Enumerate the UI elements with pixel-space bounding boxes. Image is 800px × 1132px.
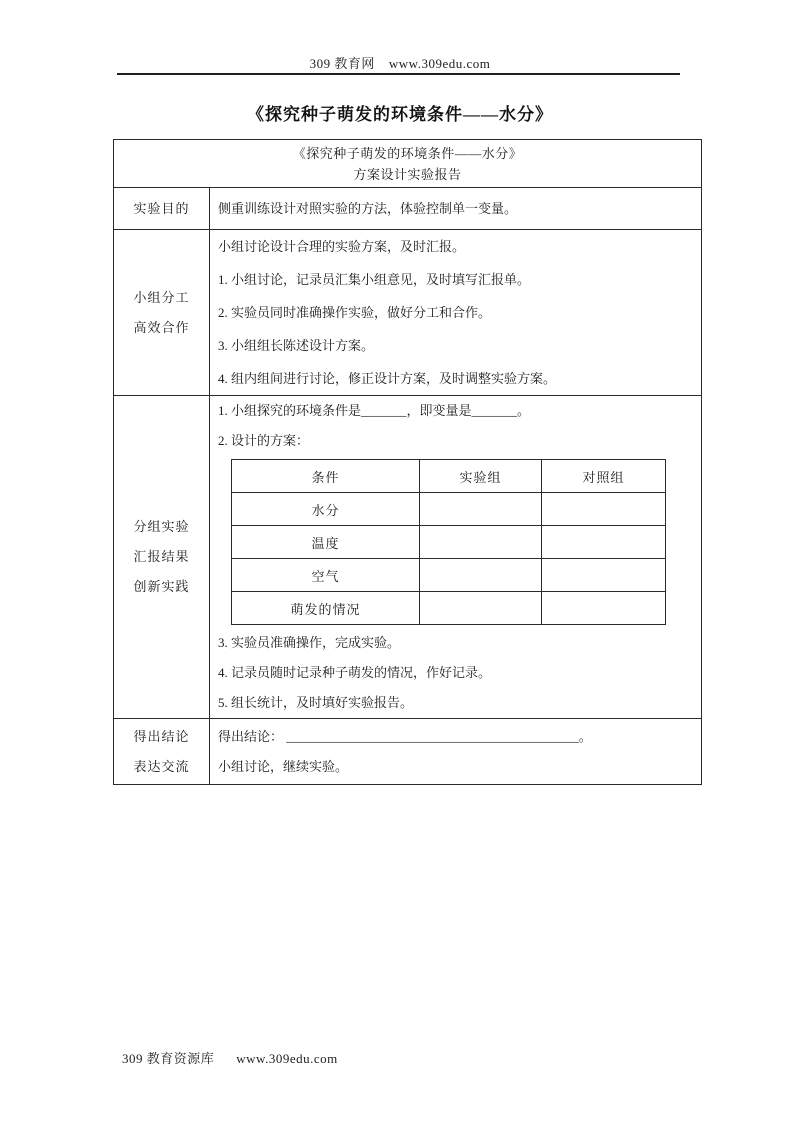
- design-row-label: 萌发的情况: [232, 592, 420, 625]
- section-label-teamwork: [114, 230, 210, 396]
- content-line: 5. 组长统计，及时填好实验报告。: [218, 695, 414, 710]
- design-cell-empty: [542, 526, 666, 559]
- content-line: 4. 记录员随时记录种子萌发的情况，作好记录。: [218, 665, 492, 680]
- site-name: 309 教育网: [309, 56, 375, 71]
- label-line: 表达交流: [133, 758, 190, 774]
- report-header-row: [114, 140, 702, 188]
- design-cell-empty: [420, 526, 542, 559]
- section-row-conclusion: [114, 719, 702, 785]
- design-cell-empty: [420, 493, 542, 526]
- table-row-air: [232, 559, 666, 592]
- section-label-conclusion: [114, 719, 210, 785]
- report-header-cell: [114, 140, 702, 188]
- design-header-row: [232, 460, 666, 493]
- content-line: 2. 设计的方案：: [218, 433, 310, 448]
- label-line: 实验目的: [133, 200, 190, 216]
- content-line: 小组讨论，继续实验。: [218, 758, 349, 774]
- content-line: 3. 小组组长陈述设计方案。: [218, 338, 375, 353]
- design-cell-empty: [420, 559, 542, 592]
- page-title: 《探究种子萌发的环境条件——水分》: [247, 105, 553, 124]
- content-line: 侧重训练设计对照实验的方法，体验控制单一变量。: [218, 200, 518, 216]
- section-row-experiment: [114, 396, 702, 719]
- site-header: [0, 53, 800, 72]
- content-line: 1. 小组讨论，记录员汇集小组意见，及时填写汇报单。: [218, 272, 531, 287]
- table-row-water: [232, 493, 666, 526]
- label-line: 高效合作: [133, 319, 190, 335]
- section-content-experiment: [210, 396, 702, 719]
- content-line: 3. 实验员准确操作，完成实验。: [218, 635, 401, 650]
- section-content-purpose: [210, 188, 702, 230]
- design-th-condition: 条件: [232, 460, 420, 493]
- label-line: 小组分工: [133, 289, 190, 305]
- report-title: 《探究种子萌发的环境条件——水分》: [292, 146, 523, 161]
- design-cell-empty: [542, 493, 666, 526]
- footer-site-url: www.309edu.com: [236, 1051, 338, 1066]
- content-line: 4. 组内组间进行讨论，修正设计方案，及时调整实验方案。: [218, 371, 557, 386]
- label-line: 汇报结果: [133, 549, 190, 564]
- table-row-temperature: [232, 526, 666, 559]
- section-label-purpose: [114, 188, 210, 230]
- label-line: 分组实验: [133, 519, 190, 534]
- site-url: www.309edu.com: [388, 56, 491, 71]
- report-subtitle: 方案设计实验报告: [353, 167, 462, 182]
- header-divider: [117, 73, 680, 75]
- design-cell-empty: [420, 592, 542, 625]
- section-content-teamwork: [210, 230, 702, 396]
- section-row-teamwork: [114, 230, 702, 396]
- design-cell-empty: [542, 559, 666, 592]
- label-line: 创新实践: [133, 579, 190, 594]
- design-th-experimental-group: 实验组: [420, 460, 542, 493]
- design-cell-empty: [542, 592, 666, 625]
- section-content-conclusion: [210, 719, 702, 785]
- site-footer: [122, 1048, 338, 1067]
- design-row-label: 温度: [232, 526, 420, 559]
- footer-site-name: 309 教育资源库: [122, 1051, 215, 1066]
- section-row-purpose: [114, 188, 702, 230]
- content-line-blank: 得出结论： _____________________________________________。: [218, 728, 592, 744]
- design-table: [231, 459, 666, 625]
- section-label-experiment: [114, 396, 210, 719]
- table-row-germination: [232, 592, 666, 625]
- design-row-label: 水分: [232, 493, 420, 526]
- content-line-blank: 1. 小组探究的环境条件是_______，即变量是_______。: [218, 403, 531, 418]
- content-line: 2. 实验员同时准确操作实验，做好分工和合作。: [218, 305, 492, 320]
- design-th-control-group: 对照组: [542, 460, 666, 493]
- report-table: [113, 139, 702, 785]
- label-line: 得出结论: [133, 728, 190, 744]
- design-row-label: 空气: [232, 559, 420, 592]
- content-line: 小组讨论设计合理的实验方案，及时汇报。: [218, 239, 466, 254]
